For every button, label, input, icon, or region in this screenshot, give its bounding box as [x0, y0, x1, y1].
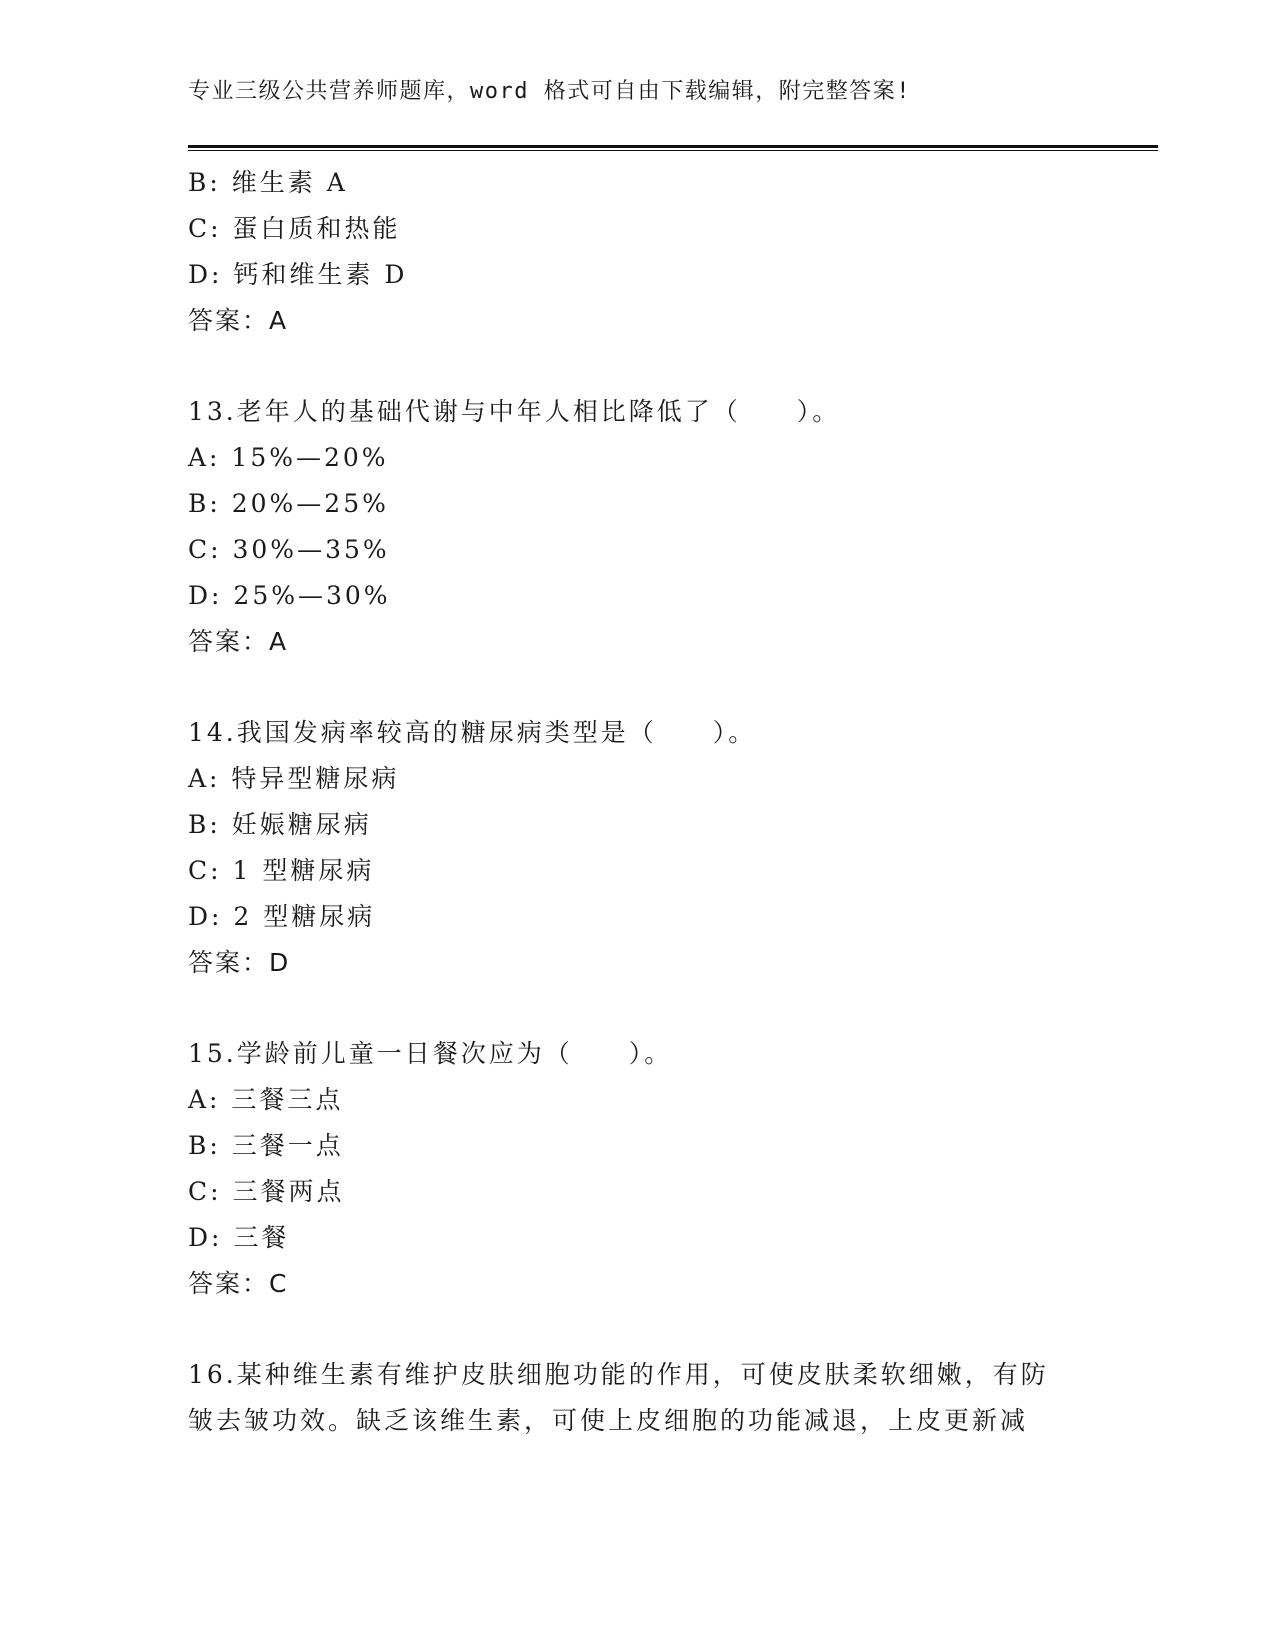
answer-line: 答案：A [188, 627, 289, 656]
option-a: A: 三餐三点 [188, 1085, 344, 1114]
option-a: A: 15%—20% [188, 443, 389, 472]
option-b: B: 维生素 A [188, 168, 348, 197]
document-body [188, 160, 1108, 1444]
answer-line: 答案：A [188, 306, 289, 335]
question-stem-line: 皱去皱功效。缺乏该维生素，可使上皮细胞的功能减退，上皮更新减 [188, 1406, 1029, 1435]
question-stem-line: 16.某种维生素有维护皮肤细胞功能的作用，可使皮肤柔软细嫩，有防 [188, 1360, 1049, 1389]
option-d: D: 25%—30% [188, 581, 391, 610]
option-c: C: 30%—35% [188, 535, 390, 564]
question-block [188, 389, 1108, 665]
option-d: D: 三餐 [188, 1223, 290, 1252]
header-rule-thin [188, 150, 1158, 151]
option-d: D: 钙和维生素 D [188, 260, 408, 289]
question-block [188, 710, 1108, 986]
option-b: B: 三餐一点 [188, 1131, 344, 1160]
option-c: C: 蛋白质和热能 [188, 214, 401, 243]
answer-line: 答案：D [188, 948, 291, 977]
question-stem: 15.学龄前儿童一日餐次应为（ ）。 [188, 1039, 673, 1068]
page-header: 专业三级公共营养师题库，word 格式可自由下载编辑，附完整答案! [188, 79, 911, 104]
answer-line: 答案：C [188, 1269, 289, 1298]
question-block [188, 1352, 1108, 1444]
option-a: A: 特异型糖尿病 [188, 764, 400, 793]
option-b: B: 20%—25% [188, 489, 389, 518]
question-stem: 13.老年人的基础代谢与中年人相比降低了（ ）。 [188, 397, 841, 426]
header-rule [188, 145, 1158, 148]
option-c: C: 1 型糖尿病 [188, 856, 375, 885]
option-b: B: 妊娠糖尿病 [188, 810, 372, 839]
question-stem: 14.我国发病率较高的糖尿病类型是（ ）。 [188, 718, 757, 747]
question-block [188, 160, 1108, 344]
option-c: C: 三餐两点 [188, 1177, 345, 1206]
question-block [188, 1031, 1108, 1307]
option-d: D: 2 型糖尿病 [188, 902, 376, 931]
